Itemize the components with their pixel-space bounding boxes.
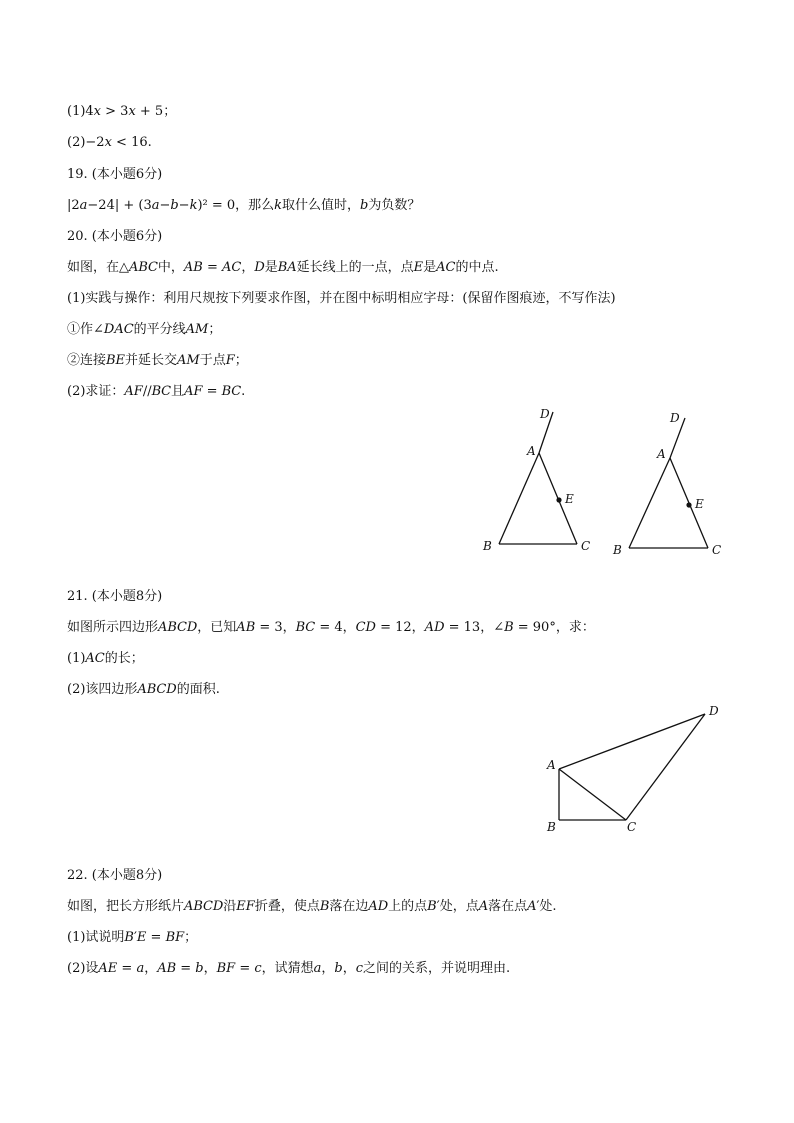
problem-22-question-1: (1)试说明𝐵′𝐸 = 𝐵𝐹； [67, 930, 198, 945]
label-c: C [712, 543, 722, 557]
point-e [686, 502, 691, 507]
problem-21-header: 21. (本小题8分) [67, 589, 163, 604]
point-e [556, 497, 561, 502]
label-a: A [657, 447, 666, 461]
problem-19-text: |2𝑎−24| + (3𝑎−𝑏−𝑘)² = 0，那么𝑘取什么值时，𝑏为负数？ [67, 198, 421, 213]
label-c: C [627, 820, 637, 834]
label-b: B [613, 543, 622, 557]
problem-22-question-2: (2)设𝐴𝐸 = 𝑎，𝐴𝐵 = 𝑏，𝐵𝐹 = 𝑐，试猜想𝑎，𝑏，𝑐之间的关系，并说明理由. [67, 961, 511, 976]
segment-ba [499, 453, 539, 544]
problem-21-question-2: (2)该四边形𝐴𝐵𝐶𝐷的面积. [67, 682, 220, 697]
label-c: C [581, 539, 591, 553]
problem-18-part-2: (2)−2𝑥 < 16. [67, 135, 152, 150]
problem-21-text: 如图所示四边形𝐴𝐵𝐶𝐷，已知𝐴𝐵 = 3，𝐵𝐶 = 4，𝐶𝐷 = 12，𝐴𝐷 = 13，∠𝐵 = 90°，求： [67, 620, 595, 635]
segment-ba [629, 458, 670, 548]
quadrilateral-figure [535, 700, 735, 840]
problem-20-text: 如图，在△𝐴𝐵𝐶中，𝐴𝐵 = 𝐴𝐶，𝐷是𝐵𝐴延长线上的一点，点𝐸是𝐴𝐶的中点. [67, 260, 499, 275]
segment-ac [559, 769, 626, 820]
problem-20-question-1a: ①作∠𝐷𝐴𝐶的平分线𝐴𝑀； [67, 322, 222, 337]
triangle-figure-right [600, 400, 730, 565]
problem-18-part-1: (1)4𝑥 > 3𝑥 + 5； [67, 104, 177, 119]
label-d: D [670, 411, 680, 425]
problem-19-header: 19. (本小题6分) [67, 167, 163, 182]
problem-22-header: 22. (本小题8分) [67, 868, 163, 883]
label-d: D [540, 407, 550, 421]
label-a: A [527, 444, 536, 458]
label-e: E [565, 492, 574, 506]
problem-20-header: 20. (本小题6分) [67, 229, 163, 244]
triangle-figure-left [470, 400, 600, 560]
problem-20-question-2: (2)求证：𝐴𝐹//𝐵𝐶且𝐴𝐹 = 𝐵𝐶. [67, 384, 246, 399]
segment-ad [559, 714, 705, 769]
problem-20-question-1b: ②连接𝐵𝐸并延长交𝐴𝑀于点𝐹； [67, 353, 248, 368]
label-d: D [709, 704, 719, 718]
segment-cd [626, 714, 705, 820]
label-e: E [695, 497, 704, 511]
problem-20-question-1: (1)实践与操作：利用尺规按下列要求作图，并在图中标明相应字母：(保留作图痕迹，不写作法) [67, 291, 616, 306]
problem-22-text: 如图，把长方形纸片𝐴𝐵𝐶𝐷沿𝐸𝐹折叠，使点𝐵落在边𝐴𝐷上的点𝐵′处，点𝐴落在点𝐴′处. [67, 899, 557, 914]
label-a: A [547, 758, 556, 772]
label-b: B [483, 539, 492, 553]
label-b: B [547, 820, 556, 834]
problem-21-question-1: (1)𝐴𝐶的长； [67, 651, 144, 666]
